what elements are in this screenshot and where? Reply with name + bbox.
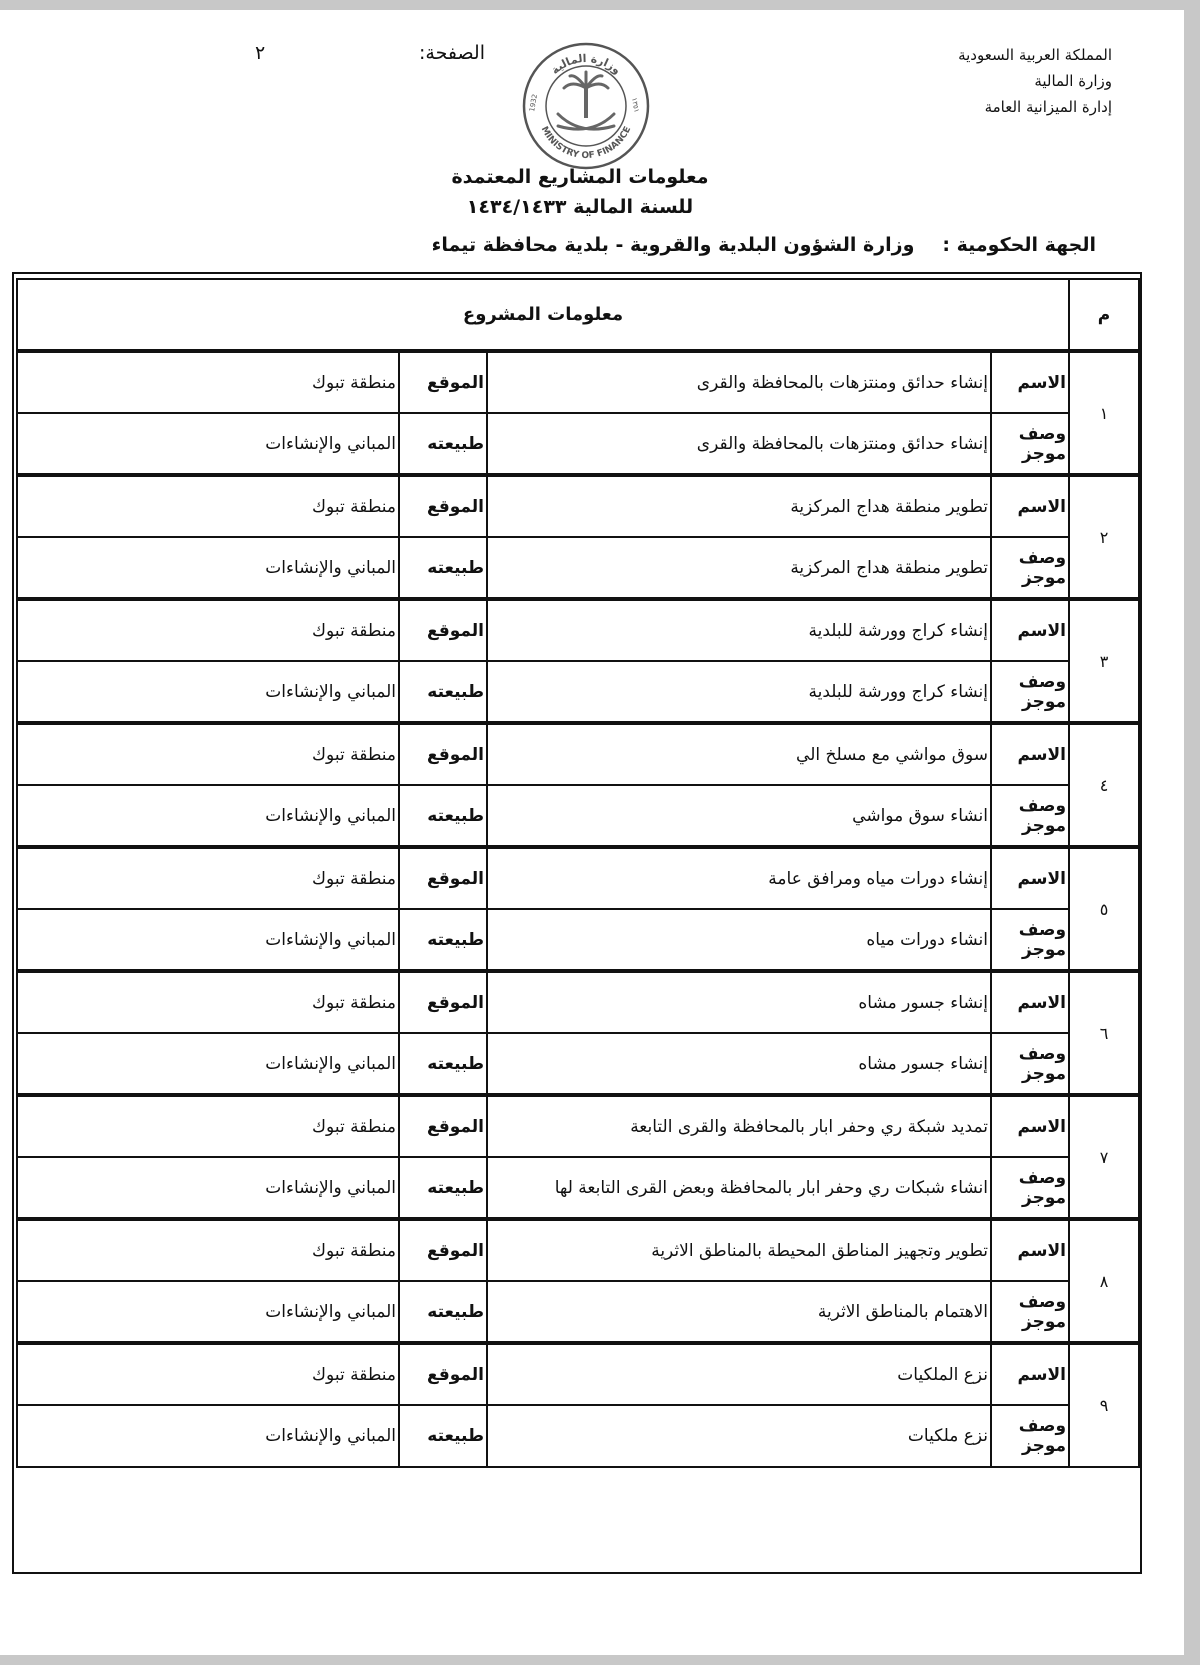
project-row-details — [17, 661, 1139, 723]
project-row — [17, 351, 1139, 413]
project-description: إنشاء حدائق ومنتزهات بالمحافظة والقرى — [487, 413, 991, 475]
table-header-row — [17, 279, 1139, 351]
project-location: منطقة تبوك — [17, 1095, 399, 1157]
project-row — [17, 1219, 1139, 1281]
description-label: وصف موجز — [991, 661, 1069, 723]
project-location: منطقة تبوك — [17, 847, 399, 909]
location-label: الموقع — [399, 1343, 487, 1405]
project-row — [17, 599, 1139, 661]
project-name: نزع الملكيات — [487, 1343, 991, 1405]
project-row-details — [17, 1405, 1139, 1467]
description-label: وصف موجز — [991, 413, 1069, 475]
project-location: منطقة تبوك — [17, 1219, 399, 1281]
project-location: منطقة تبوك — [17, 1343, 399, 1405]
title-line-1: معلومات المشاريع المعتمدة — [451, 166, 709, 188]
projects-table — [16, 278, 1140, 1468]
nature-label: طبيعته — [399, 909, 487, 971]
project-location: منطقة تبوك — [17, 723, 399, 785]
project-description: انشاء شبكات ري وحفر ابار بالمحافظة وبعض القرى التابعة لها — [487, 1157, 991, 1219]
project-location: منطقة تبوك — [17, 475, 399, 537]
project-number: ١ — [1069, 351, 1139, 475]
name-label: الاسم — [991, 1219, 1069, 1281]
description-label: وصف موجز — [991, 909, 1069, 971]
seal-arabic-text: وزارة المالية — [548, 51, 624, 77]
project-row-details — [17, 785, 1139, 847]
project-number: ٧ — [1069, 1095, 1139, 1219]
nature-label: طبيعته — [399, 1281, 487, 1343]
description-label: وصف موجز — [991, 1281, 1069, 1343]
project-nature: المباني والإنشاءات — [17, 1033, 399, 1095]
svg-text:MINISTRY OF FINANCE — [539, 125, 633, 161]
project-row-details — [17, 1033, 1139, 1095]
project-description: انشاء سوق مواشي — [487, 785, 991, 847]
project-row — [17, 1343, 1139, 1405]
project-description: نزع ملكيات — [487, 1405, 991, 1467]
project-location: منطقة تبوك — [17, 351, 399, 413]
project-description: إنشاء جسور مشاه — [487, 1033, 991, 1095]
project-description: انشاء دورات مياه — [487, 909, 991, 971]
project-name: إنشاء دورات مياه ومرافق عامة — [487, 847, 991, 909]
name-label: الاسم — [991, 475, 1069, 537]
project-nature: المباني والإنشاءات — [17, 1405, 399, 1467]
nature-label: طبيعته — [399, 1405, 487, 1467]
page-label: الصفحة: — [418, 42, 485, 64]
nature-label: طبيعته — [399, 785, 487, 847]
project-row — [17, 971, 1139, 1033]
government-agency — [432, 234, 1096, 256]
project-row-details — [17, 909, 1139, 971]
project-row-details — [17, 537, 1139, 599]
project-name: تطوير وتجهيز المناطق المحيطة بالمناطق الاثرية — [487, 1219, 991, 1281]
nature-label: طبيعته — [399, 661, 487, 723]
project-description: تطوير منطقة هداج المركزية — [487, 537, 991, 599]
location-label: الموقع — [399, 475, 487, 537]
project-number: ٦ — [1069, 971, 1139, 1095]
project-name: إنشاء حدائق ومنتزهات بالمحافظة والقرى — [487, 351, 991, 413]
nature-label: طبيعته — [399, 1033, 487, 1095]
project-row-details — [17, 1281, 1139, 1343]
project-nature: المباني والإنشاءات — [17, 413, 399, 475]
department-name: إدارة الميزانية العامة — [984, 98, 1112, 116]
location-label: الموقع — [399, 1219, 487, 1281]
name-label: الاسم — [991, 1095, 1069, 1157]
description-label: وصف موجز — [991, 1157, 1069, 1219]
project-name: تمديد شبكة ري وحفر ابار بالمحافظة والقرى التابعة — [487, 1095, 991, 1157]
agency-value: وزارة الشؤون البلدية والقروية - بلدية محافظة تيماء — [431, 234, 915, 256]
project-nature: المباني والإنشاءات — [17, 1157, 399, 1219]
location-label: الموقع — [399, 1095, 487, 1157]
page-number: ٢ — [255, 42, 266, 64]
location-label: الموقع — [399, 971, 487, 1033]
location-label: الموقع — [399, 723, 487, 785]
agency-label: الجهة الحكومية : — [942, 234, 1096, 256]
name-label: الاسم — [991, 847, 1069, 909]
seal-year-right: ١٣٥١ — [630, 96, 641, 114]
title-line-2: للسنة المالية ١٤٣٤/١٤٣٣ — [466, 196, 694, 218]
project-number: ٨ — [1069, 1219, 1139, 1343]
project-description: الاهتمام بالمناطق الاثرية — [487, 1281, 991, 1343]
name-label: الاسم — [991, 1343, 1069, 1405]
description-label: وصف موجز — [991, 785, 1069, 847]
name-label: الاسم — [991, 723, 1069, 785]
project-description: إنشاء كراج وورشة للبلدية — [487, 661, 991, 723]
palm-tree-icon — [564, 72, 608, 118]
nature-label: طبيعته — [399, 537, 487, 599]
location-label: الموقع — [399, 351, 487, 413]
nature-label: طبيعته — [399, 413, 487, 475]
issuer-block — [958, 42, 1112, 120]
project-nature: المباني والإنشاءات — [17, 661, 399, 723]
project-location: منطقة تبوك — [17, 971, 399, 1033]
project-number: ٢ — [1069, 475, 1139, 599]
description-label: وصف موجز — [991, 1405, 1069, 1467]
column-m-header: م — [1069, 279, 1139, 351]
location-label: الموقع — [399, 599, 487, 661]
seal-year-left: 1932 — [528, 93, 540, 113]
name-label: الاسم — [991, 971, 1069, 1033]
name-label: الاسم — [991, 351, 1069, 413]
project-row-details — [17, 1157, 1139, 1219]
description-label: وصف موجز — [991, 1033, 1069, 1095]
ministry-seal-icon — [520, 40, 652, 172]
project-row — [17, 723, 1139, 785]
project-name: إنشاء جسور مشاه — [487, 971, 991, 1033]
nature-label: طبيعته — [399, 1157, 487, 1219]
seal-english-text: MINISTRY OF FINANCE — [538, 125, 634, 162]
project-number: ٩ — [1069, 1343, 1139, 1467]
project-number: ٤ — [1069, 723, 1139, 847]
project-row-details — [17, 413, 1139, 475]
project-name: سوق مواشي مع مسلخ الي — [487, 723, 991, 785]
ministry-name: وزارة المالية — [1034, 72, 1112, 90]
project-nature: المباني والإنشاءات — [17, 909, 399, 971]
project-location: منطقة تبوك — [17, 599, 399, 661]
project-row — [17, 1095, 1139, 1157]
country-name: المملكة العربية السعودية — [958, 46, 1112, 64]
project-nature: المباني والإنشاءات — [17, 1281, 399, 1343]
project-name: إنشاء كراج وورشة للبلدية — [487, 599, 991, 661]
project-name: تطوير منطقة هداج المركزية — [487, 475, 991, 537]
location-label: الموقع — [399, 847, 487, 909]
column-info-header: معلومات المشروع — [17, 279, 1069, 351]
project-nature: المباني والإنشاءات — [17, 785, 399, 847]
project-row — [17, 475, 1139, 537]
project-row — [17, 847, 1139, 909]
document-title — [300, 162, 860, 222]
document-page — [0, 10, 1184, 1655]
description-label: وصف موجز — [991, 537, 1069, 599]
project-nature: المباني والإنشاءات — [17, 537, 399, 599]
project-number: ٥ — [1069, 847, 1139, 971]
project-number: ٣ — [1069, 599, 1139, 723]
name-label: الاسم — [991, 599, 1069, 661]
